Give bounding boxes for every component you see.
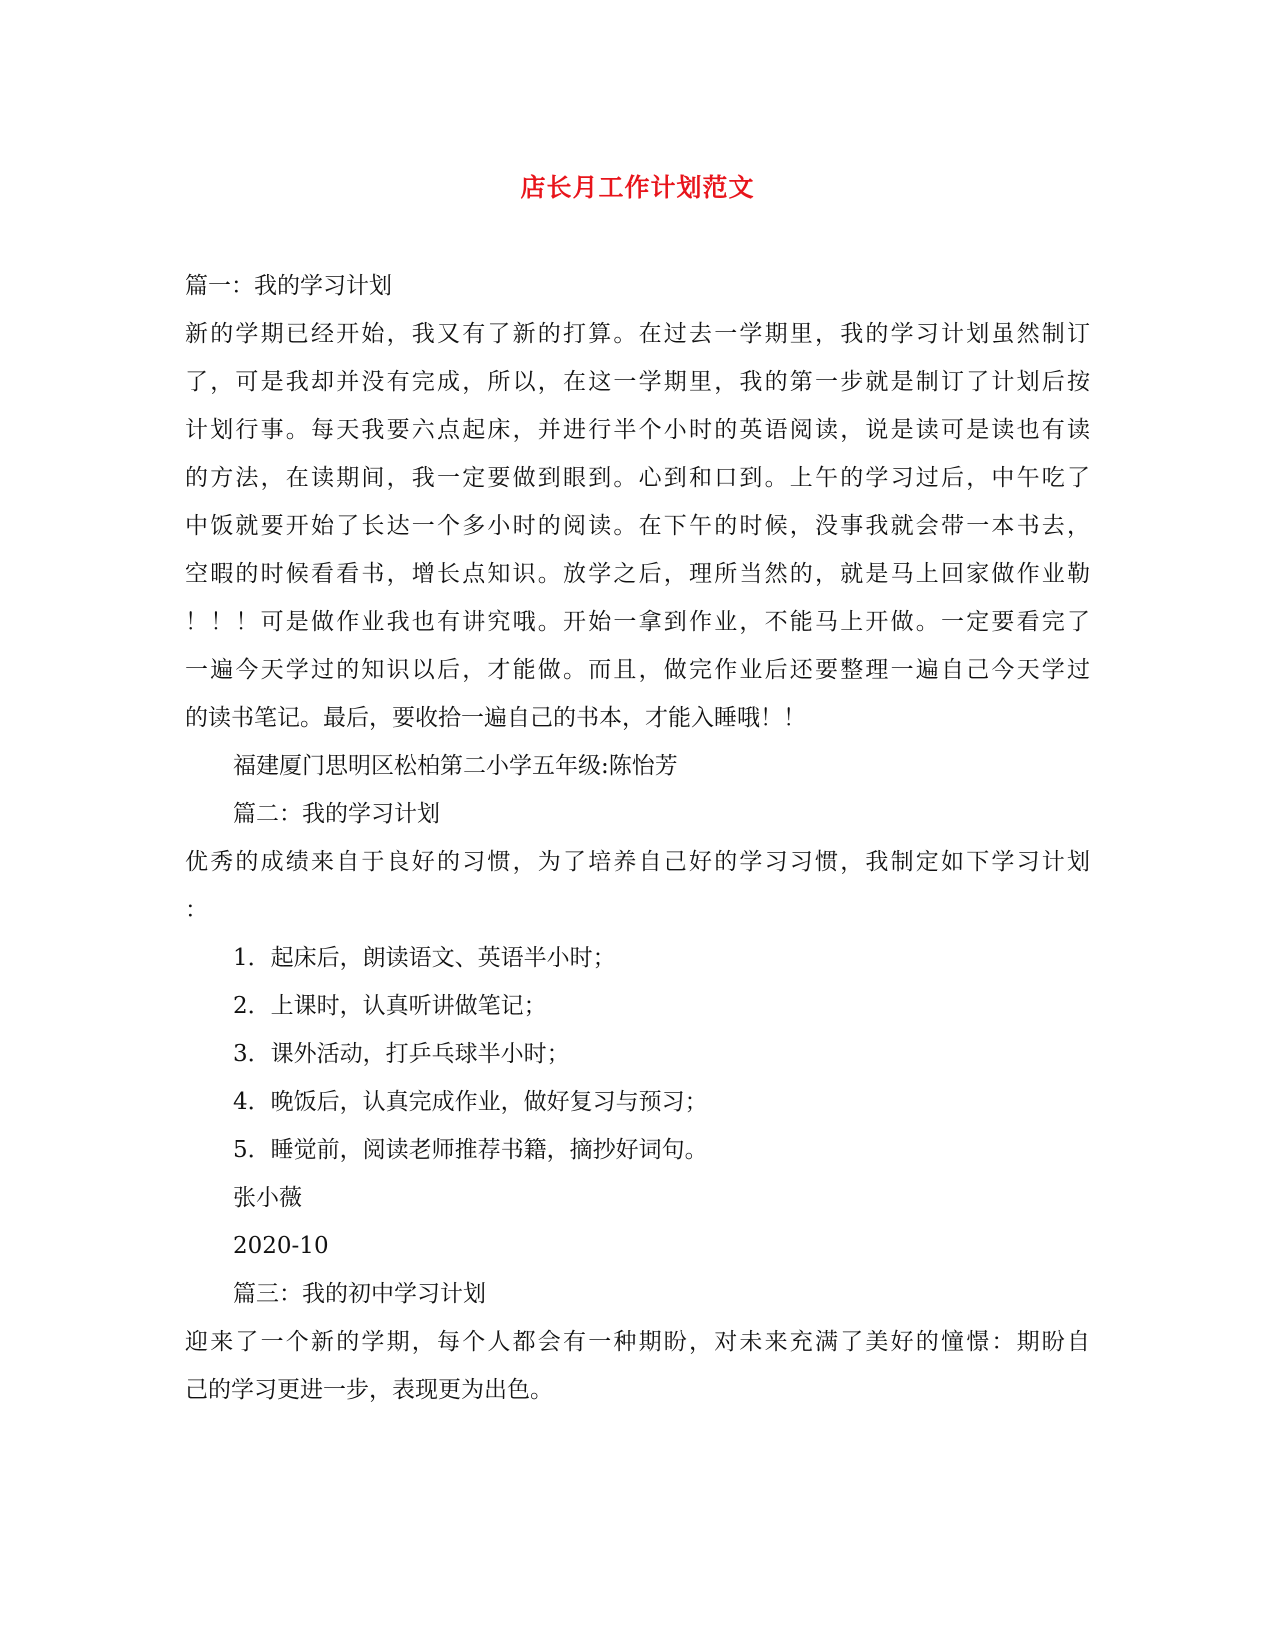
section1-line-3: 计划行事。每天我要六点起床，并进行半个小时的英语阅读，说是读可是读也有读 <box>185 417 1090 443</box>
section2-author: 张小薇 <box>233 1185 302 1211</box>
section1-line-7: ！！！可是做作业我也有讲究哦。开始一拿到作业，不能马上开做。一定要看完了 <box>185 609 1090 635</box>
section2-intro-line-1: 优秀的成绩来自于良好的习惯，为了培养自己好的学习习惯，我制定如下学习计划 <box>185 849 1090 875</box>
section1-line-6: 空暇的时候看看书，增长点知识。放学之后，理所当然的，就是马上回家做作业勒 <box>185 561 1090 587</box>
section2-intro-line-2: ： <box>185 897 208 923</box>
section2-list-item: 4．晚饭后，认真完成作业，做好复习与预习； <box>233 1089 708 1115</box>
section3-heading: 篇三：我的初中学习计划 <box>233 1281 486 1307</box>
document-body <box>185 262 1090 1414</box>
section2-list-item: 1．起床后，朗读语文、英语半小时； <box>233 945 616 971</box>
section2-heading: 篇二：我的学习计划 <box>233 801 440 827</box>
section3-line-1: 迎来了一个新的学期，每个人都会有一种期盼，对未来充满了美好的憧憬：期盼自 <box>185 1329 1090 1355</box>
section1-line-8: 一遍今天学过的知识以后，才能做。而且，做完作业后还要整理一遍自己今天学过 <box>185 657 1090 683</box>
section1-line-4: 的方法，在读期间，我一定要做到眼到。心到和口到。上午的学习过后，中午吃了 <box>185 465 1090 491</box>
section1-line-9: 的读书笔记。最后，要收拾一遍自己的书本，才能入睡哦！！ <box>185 705 806 731</box>
section3-line-2: 己的学习更进一步，表现更为出色。 <box>185 1377 553 1403</box>
section1-line-5: 中饭就要开始了长达一个多小时的阅读。在下午的时候，没事我就会带一本书去， <box>185 513 1090 539</box>
section2-list-item: 5．睡觉前，阅读老师推荐书籍，摘抄好词句。 <box>233 1137 708 1163</box>
section2-list-item: 2．上课时，认真听讲做笔记； <box>233 993 547 1019</box>
section2-date: 2020-10 <box>233 1233 329 1259</box>
document-title: 店长月工作计划范文 <box>520 173 755 202</box>
section1-line-2: 了，可是我却并没有完成，所以，在这一学期里，我的第一步就是制订了计划后按 <box>185 369 1090 395</box>
section1-signature: 福建厦门思明区松柏第二小学五年级:陈怡芳 <box>233 753 678 779</box>
section1-heading: 篇一：我的学习计划 <box>185 273 392 299</box>
section1-line-1: 新的学期已经开始，我又有了新的打算。在过去一学期里，我的学习计划虽然制订 <box>185 321 1090 347</box>
section2-list-item: 3．课外活动，打乒乓球半小时； <box>233 1041 570 1067</box>
